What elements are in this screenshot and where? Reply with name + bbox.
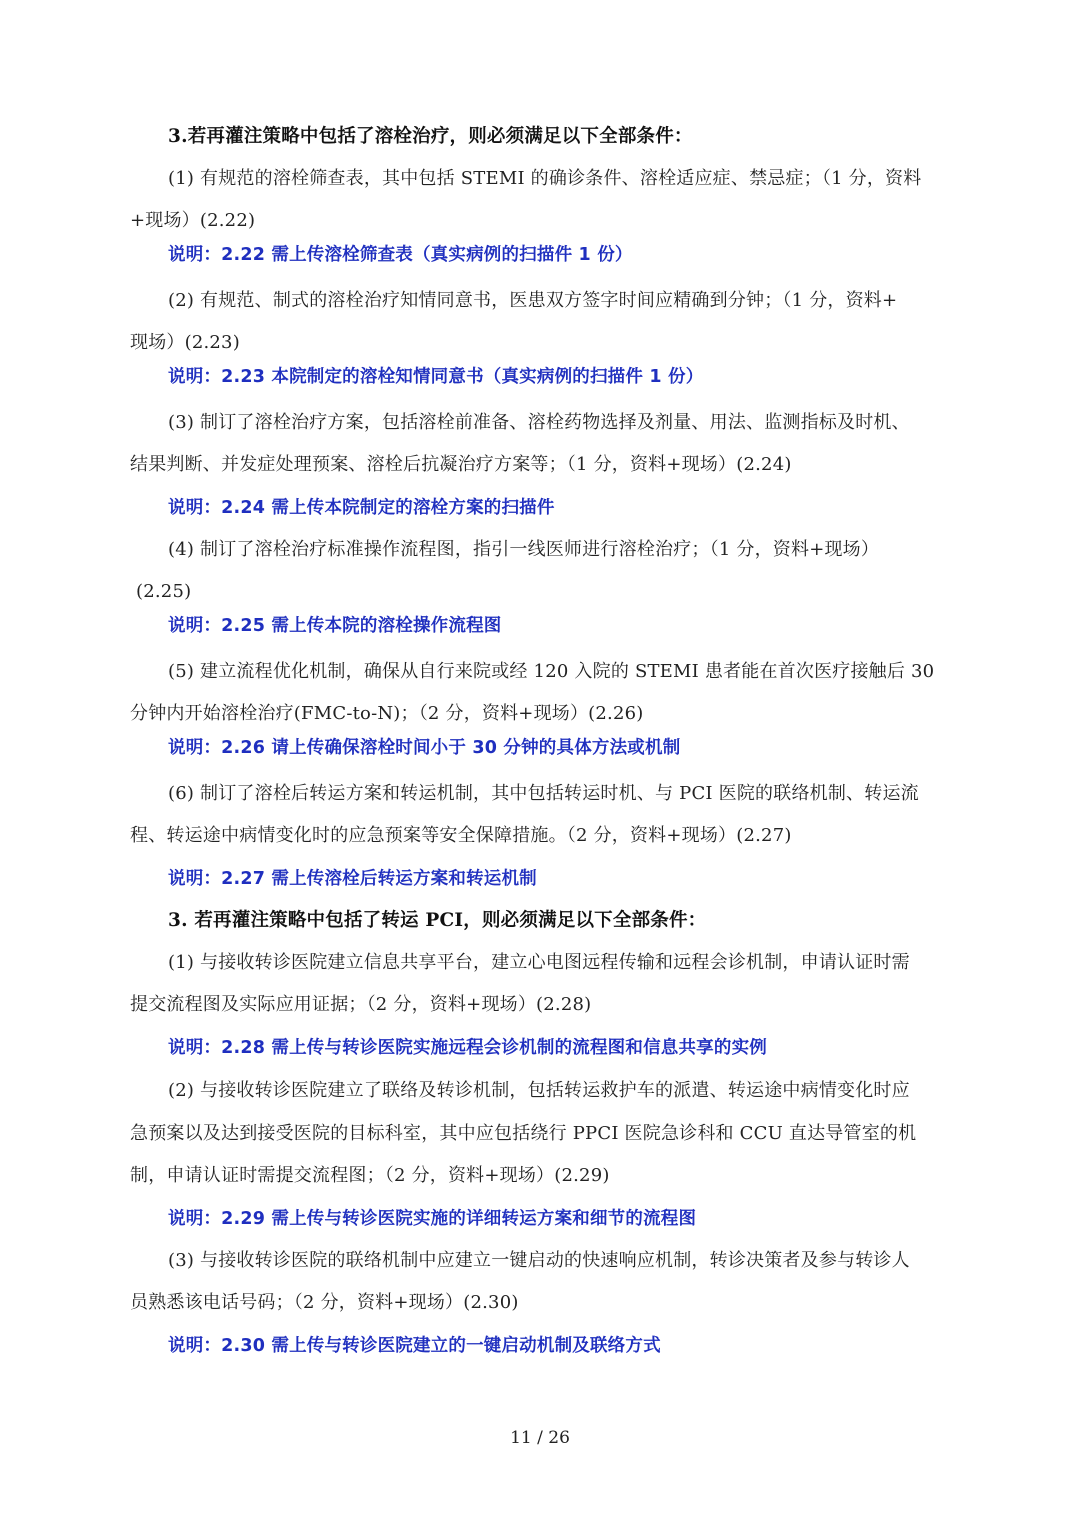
- paragraph-line: 分钟内开始溶栓治疗(FMC-to-N)；（2 分，资料+现场）(2.26): [130, 703, 644, 724]
- paragraph-line: (2.25): [136, 581, 192, 602]
- paragraph-line: (1) 有规范的溶栓筛查表，其中包括 STEMI 的确诊条件、溶栓适应症、禁忌症；（1 分，资料: [168, 168, 922, 189]
- section-heading-transfer-pci: 3. 若再灌注策略中包括了转运 PCI，则必须满足以下全部条件：: [168, 910, 707, 931]
- note-line: 说明：2.28 需上传与转诊医院实施远程会诊机制的流程图和信息共享的实例: [168, 1038, 767, 1058]
- paragraph-line: (3) 制订了溶栓治疗方案，包括溶栓前准备、溶栓药物选择及剂量、用法、监测指标及时机、: [168, 412, 910, 433]
- paragraph-line: +现场）(2.22): [130, 210, 256, 231]
- paragraph-line: 制，申请认证时需提交流程图；（2 分，资料+现场）(2.29): [130, 1165, 610, 1186]
- note-line: 说明：2.22 需上传溶栓筛查表（真实病例的扫描件 1 份）: [168, 245, 633, 265]
- paragraph-line: (3) 与接收转诊医院的联络机制中应建立一键启动的快速响应机制，转诊决策者及参与转诊人: [168, 1250, 910, 1271]
- paragraph-line: (2) 有规范、制式的溶栓治疗知情同意书，医患双方签字时间应精确到分钟；（1 分，资料+: [168, 290, 898, 311]
- paragraph-line: 提交流程图及实际应用证据；（2 分，资料+现场）(2.28): [130, 994, 592, 1015]
- paragraph-line: (1) 与接收转诊医院建立信息共享平台，建立心电图远程传输和远程会诊机制，申请认证时需: [168, 952, 910, 973]
- page-number: 11 / 26: [510, 1428, 570, 1448]
- paragraph-line: (4) 制订了溶栓治疗标准操作流程图，指引一线医师进行溶栓治疗；（1 分，资料+现场）: [168, 539, 880, 560]
- paragraph-line: (5) 建立流程优化机制，确保从自行来院或经 120 入院的 STEMI 患者能在首次医疗接触后 30: [168, 661, 935, 682]
- note-line: 说明：2.30 需上传与转诊医院建立的一键启动机制及联络方式: [168, 1336, 661, 1356]
- section-heading-thrombolysis: 3.若再灌注策略中包括了溶栓治疗，则必须满足以下全部条件：: [168, 126, 693, 147]
- paragraph-line: 员熟悉该电话号码；（2 分，资料+现场）(2.30): [130, 1292, 519, 1313]
- paragraph-line: (2) 与接收转诊医院建立了联络及转诊机制，包括转运救护车的派遣、转运途中病情变化时应: [168, 1080, 910, 1101]
- paragraph-line: 程、转运途中病情变化时的应急预案等安全保障措施。（2 分，资料+现场）(2.27): [130, 825, 792, 846]
- note-line: 说明：2.29 需上传与转诊医院实施的详细转运方案和细节的流程图: [168, 1209, 697, 1229]
- note-line: 说明：2.25 需上传本院的溶栓操作流程图: [168, 616, 502, 636]
- note-line: 说明：2.24 需上传本院制定的溶栓方案的扫描件: [168, 498, 555, 518]
- paragraph-line: (6) 制订了溶栓后转运方案和转运机制，其中包括转运时机、与 PCI 医院的联络机制、转运流: [168, 783, 919, 804]
- note-line: 说明：2.26 请上传确保溶栓时间小于 30 分钟的具体方法或机制: [168, 738, 681, 758]
- paragraph-line: 结果判断、并发症处理预案、溶栓后抗凝治疗方案等；（1 分，资料+现场）(2.24): [130, 454, 792, 475]
- note-line: 说明：2.27 需上传溶栓后转运方案和转运机制: [168, 869, 537, 889]
- note-line: 说明：2.23 本院制定的溶栓知情同意书（真实病例的扫描件 1 份）: [168, 367, 704, 387]
- paragraph-line: 现场）(2.23): [130, 332, 240, 353]
- paragraph-line: 急预案以及达到接受医院的目标科室，其中应包括绕行 PPCI 医院急诊科和 CCU 直达导管室的机: [130, 1123, 917, 1144]
